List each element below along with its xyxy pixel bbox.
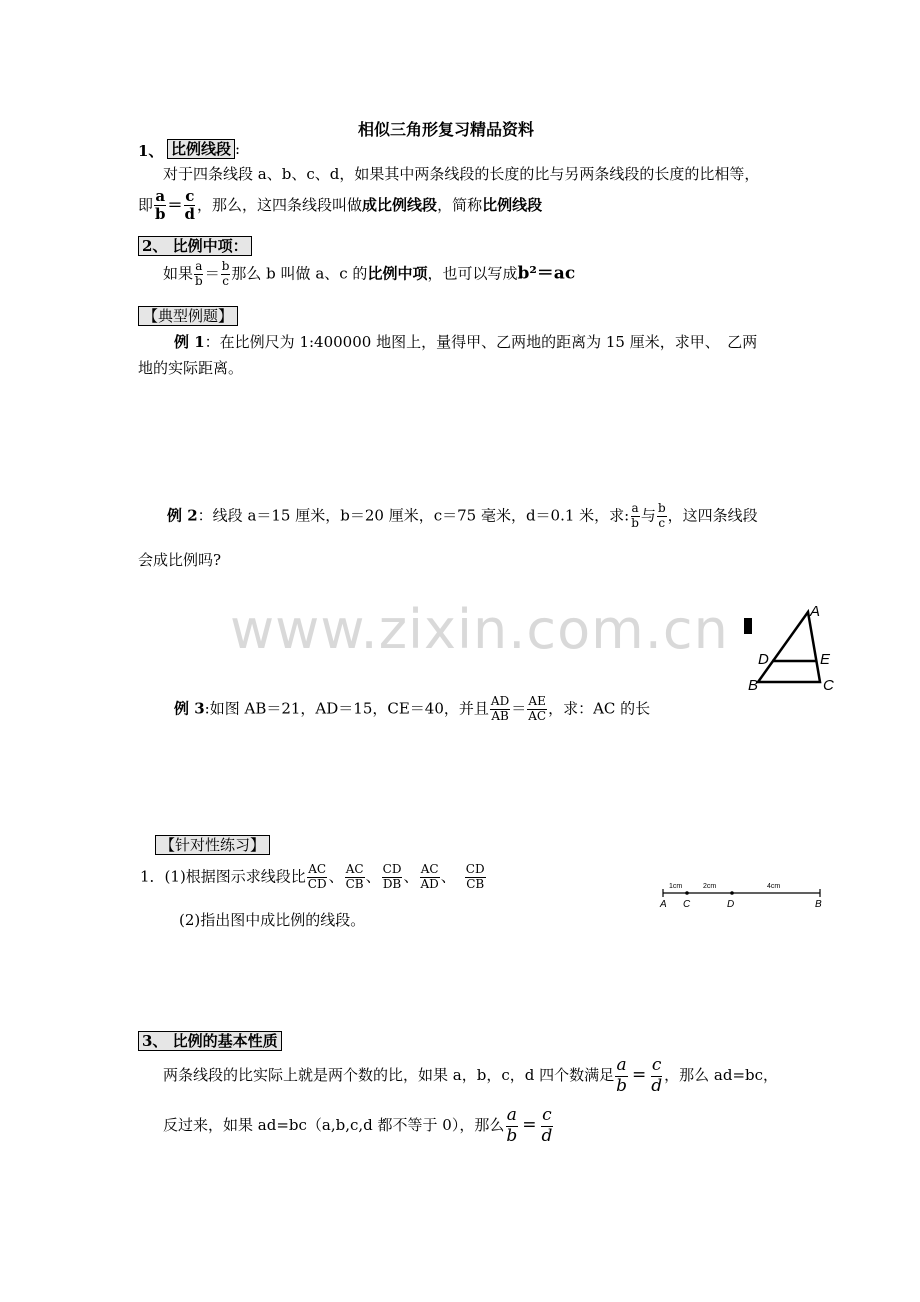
label-a: A — [660, 899, 667, 910]
ratio-cd-cb: $\frac{CD}{CB}$ — [465, 862, 485, 891]
separator: 、 — [440, 867, 456, 886]
fraction-a-b: $\frac{a}{b}$ — [631, 501, 639, 530]
term-short: 比例线段 — [482, 195, 543, 214]
example-3-line — [174, 695, 650, 724]
example-2-label: 例 2 — [167, 506, 198, 525]
section-3-text-3: 反过来，如果 ad=bc（a,b,c,d 都不等于 0），那么 — [163, 1116, 505, 1135]
example-1-text: ：在比例尺为 1:400000 地图上，量得甲、乙两地的距离为 15 厘米，求甲、 乙两 — [204, 333, 758, 351]
section-1-heading-wrap — [167, 138, 240, 159]
section-1-number: 1、 — [138, 142, 164, 160]
ratio-ac-cd: $\frac{AC}{CD}$ — [307, 862, 327, 891]
section-1-heading: 比例线段 — [167, 139, 235, 159]
section-2-mid2: ，也可以写成 — [427, 264, 518, 283]
equals-sign: ＝ — [167, 195, 183, 214]
formula-b2-ac: b²＝ac — [517, 263, 576, 284]
equals-sign: ＝ — [204, 264, 220, 283]
section-3-heading: 3、 比例的基本性质 — [138, 1031, 282, 1051]
equals-sign: = — [631, 1065, 647, 1086]
fraction-b-c: $\frac{b}{c}$ — [657, 501, 666, 530]
section-1-colon: : — [235, 140, 241, 158]
practice-heading: 【针对性练习】 — [155, 835, 270, 855]
point-c — [685, 891, 689, 895]
fraction-c-d: $\frac{c}{d}$ — [184, 187, 196, 224]
practice-1-line1 — [140, 863, 487, 892]
section-2-heading-wrap — [138, 235, 252, 256]
length-1cm: 1cm — [669, 883, 683, 890]
separator: 、 — [403, 867, 419, 886]
typical-examples-heading: 【典型例题】 — [138, 306, 238, 326]
example-1-line1 — [174, 331, 757, 352]
fraction-a-b: $\frac{a}{b}$ — [506, 1105, 518, 1146]
section-2-heading: 2、 比例中项： — [138, 236, 252, 256]
example-3-label: 例 3 — [174, 699, 205, 718]
label-a: A — [810, 603, 821, 620]
section-3-text-1: 两条线段的比实际上就是两个数的比，如果 a，b，c，d 四个数满足 — [163, 1066, 615, 1085]
fraction-ad-ab: $\frac{AD}{AB}$ — [490, 694, 510, 723]
example-2-line2: 会成比例吗? — [138, 551, 222, 569]
term-mean-proportional: 比例中项 — [367, 264, 428, 283]
separator: 、 — [328, 867, 344, 886]
section-2-pre: 如果 — [163, 264, 194, 283]
and-word: 与 — [640, 506, 656, 525]
practice-1-line2: (2)指出图中成比例的线段。 — [179, 911, 366, 929]
page-title: 相似三角形复习精品资料 — [358, 120, 535, 139]
example-3-text: :如图 AB＝21，AD＝15，CE＝40，并且 — [204, 699, 489, 718]
label-e: E — [820, 651, 831, 668]
point-d — [730, 891, 734, 895]
label-c: C — [823, 677, 834, 694]
ratio-ac-ad: $\frac{AC}{AD}$ — [420, 862, 439, 891]
example-2-line1 — [167, 502, 758, 531]
example-2-tail: ，这四条线段 — [667, 506, 758, 525]
section-2-mid: 那么 b 叫做 a、c 的 — [231, 264, 368, 283]
edge-mark — [744, 618, 752, 634]
triangle-figure — [740, 600, 840, 695]
ratio-cd-db: $\frac{CD}{DB}$ — [382, 862, 402, 891]
fraction-c-d: $\frac{c}{d}$ — [541, 1105, 553, 1146]
section-3-line2 — [163, 1106, 554, 1146]
triangle-abc — [758, 612, 820, 682]
term-proportional-segments: 成比例线段 — [362, 195, 438, 214]
practice-1-text: 1．(1)根据图示求线段比 — [140, 867, 306, 886]
ratio-ac-cb: $\frac{AC}{CB}$ — [345, 862, 364, 891]
example-2-text: ：线段 a＝15 厘米，b＝20 厘米，c＝75 毫米，d＝0.1 米，求: — [197, 506, 630, 525]
label-b: B — [815, 899, 822, 910]
fraction-ae-ac: $\frac{AE}{AC}$ — [528, 694, 547, 723]
section-1-line1: 对于四条线段 a、b、c、d，如果其中两条线段的长度的比与另两条线段的长度的比相等， — [163, 165, 760, 183]
fraction-c-d: $\frac{c}{d}$ — [651, 1055, 663, 1096]
separator: 、 — [365, 867, 381, 886]
watermark: www.zixin.com.cn — [230, 598, 729, 661]
fraction-a-b: $\frac{a}{b}$ — [616, 1055, 627, 1096]
section-3-line1 — [163, 1056, 778, 1096]
section-1-line2 — [138, 188, 542, 224]
label-d: D — [727, 899, 735, 910]
section-2-line — [163, 260, 575, 289]
section-3-heading-wrap — [138, 1030, 282, 1051]
typical-heading-wrap — [138, 305, 238, 326]
section-1-prefix: 即 — [138, 195, 154, 214]
label-b: B — [748, 677, 759, 694]
fraction-a-b-small: $\frac{a}{b}$ — [195, 259, 203, 288]
example-1-line2: 地的实际距离。 — [138, 359, 244, 377]
practice-heading-wrap — [155, 834, 270, 855]
label-c: C — [683, 899, 691, 910]
equals-sign: = — [522, 1115, 537, 1136]
label-d: D — [758, 651, 769, 668]
example-3-tail: ，求：AC 的长 — [548, 699, 651, 718]
equals-sign: ＝ — [511, 699, 527, 718]
section-1-mid2: ，简称 — [437, 195, 483, 214]
example-1-label: 例 1 — [174, 333, 205, 351]
fraction-a-b: $\frac{a}{b}$ — [155, 187, 166, 224]
length-2cm: 2cm — [703, 883, 717, 890]
segment-figure — [655, 878, 835, 912]
length-4cm: 4cm — [767, 883, 781, 890]
section-1-mid: ，那么，这四条线段叫做 — [197, 195, 363, 214]
section-3-text-2: ，那么 ad=bc， — [664, 1066, 779, 1085]
fraction-b-c-small: $\frac{b}{c}$ — [221, 259, 230, 288]
